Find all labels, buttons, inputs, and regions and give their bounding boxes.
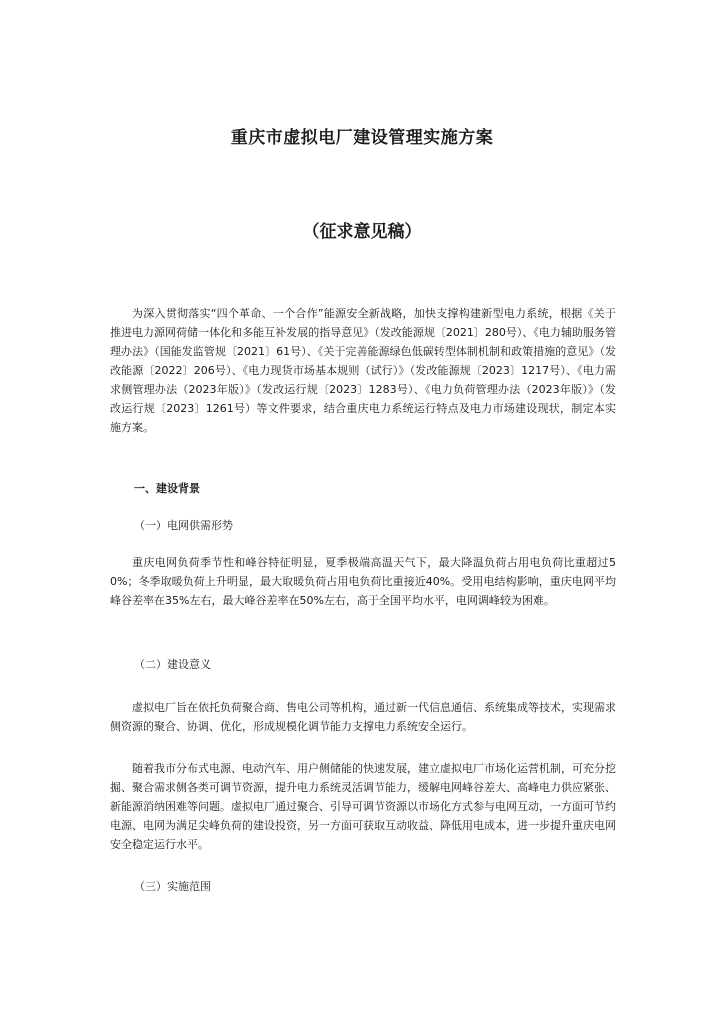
document-title: 重庆市虚拟电厂建设管理实施方案 [230, 128, 494, 148]
subsection-heading-scope: （三）实施范围 [134, 880, 211, 893]
significance-paragraph-1: 虚拟电厂旨在依托负荷聚合商、售电公司等机构，通过新一代信息通信、系统集成等技术，实现需求侧资源的聚合、协调、优化，形成规模化调节能力支撑电力系统安全运行。 [110, 701, 616, 733]
subsection-heading-supply-demand: （一）电网供需形势 [134, 519, 233, 532]
supply-demand-paragraph: 重庆电网负荷季节性和峰谷特征明显，夏季极端高温天气下，最大降温负荷占用电负荷比重超过50%；冬季取暖负荷上升明显，最大取暖负荷占用电负荷比重接近40%。受用电结构影响，重庆电网平均峰谷差率在35%左右，最大峰谷差率在50%左右，高于全国平均水平，电网调峰较为困难。 [110, 556, 616, 607]
document-subtitle: （征求意见稿） [302, 222, 422, 242]
subsection-heading-significance: （二）建设意义 [134, 658, 211, 671]
intro-paragraph: 为深入贯彻落实“四个革命、一个合作”能源安全新战略，加快支撑构建新型电力系统，根据《关于推进电力源网荷储一体化和多能互补发展的指导意见》（发改能源规〔2021〕280号）、《电力辅助服务管理办法》（国能发监管规〔2021〕61号）、《关于完善能源绿色低碳转型体制机制和政策措施的意见》（发改能源〔2022〕206号）、《电力现货市场基本规则（试行）》（发改能源规〔2023〕1217号）、《电力需求侧管理办法（2023年版）》（发改运行规〔2023〕1283号）、《电力负荷管理办法（2023年版）》（发改运行规〔2023〕1261号）等文件要求，结合重庆电力系统运行特点及电力市场建设现状，制定本实施方案。 [110, 307, 616, 434]
significance-paragraph-2: 随着我市分布式电源、电动汽车、用户侧储能的快速发展，建立虚拟电厂市场化运营机制，可充分挖掘、聚合需求侧各类可调节资源，提升电力系统灵活调节能力，缓解电网峰谷差大、高峰电力供应紧张、新能源消纳困难等问题。虚拟电厂通过聚合、引导可调节资源以市场化方式参与电网互动，一方面可节约电源、电网为满足尖峰负荷的建设投资，另一方面可获取互动收益、降低用电成本，进一步提升重庆电网安全稳定运行水平。 [110, 762, 616, 851]
section-heading-background: 一、建设背景 [134, 482, 200, 495]
